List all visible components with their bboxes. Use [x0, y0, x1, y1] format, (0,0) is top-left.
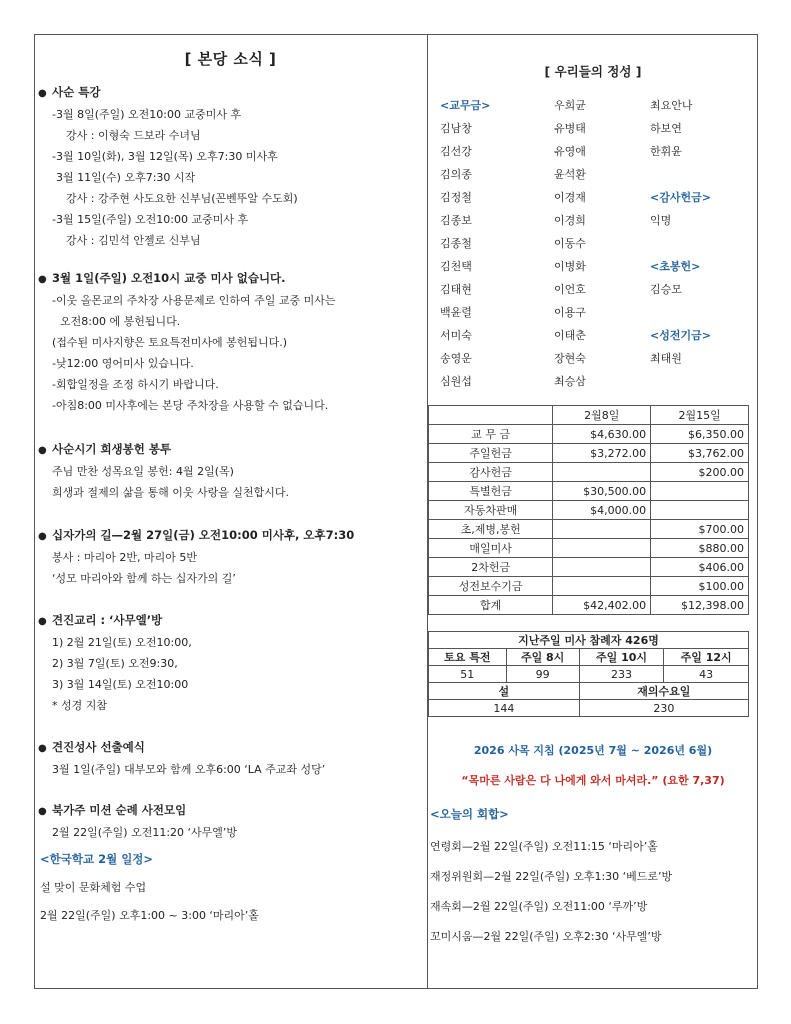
section-heading: 북가주 미션 순례 사전모임 [52, 803, 187, 817]
donor-name: 이동수 [554, 237, 586, 250]
finance-label: 합계 [429, 596, 553, 615]
finance-value-date-2 [651, 501, 749, 520]
section-line: 3월 11일(수) 오후7:30 시작 [56, 171, 196, 184]
donor-name: 김종보 [440, 214, 472, 227]
section-line: ‘성모 마리아와 함께 하는 십자가의 길’ [52, 572, 236, 585]
attendance-header: 설 [429, 683, 580, 700]
attendance-value: 51 [429, 666, 507, 683]
section-heading: 사순 특강 [52, 85, 101, 99]
meeting-item: 꼬미시움—2월 22일(주일) 오후2:30 ‘사무엘’방 [430, 930, 662, 943]
donor-name-row [428, 347, 758, 370]
donor-name: 백윤렬 [440, 306, 472, 319]
finance-value-date-1 [553, 520, 651, 539]
finance-value-date-1 [553, 539, 651, 558]
donor-name-row [428, 255, 758, 278]
section-no-mass-notice [38, 268, 423, 416]
section-line: -낮12:00 영어미사 있습니다. [52, 357, 194, 370]
donor-name: 김종철 [440, 237, 472, 250]
donor-name: 김천택 [440, 260, 472, 273]
donor-name: 유병태 [554, 122, 586, 135]
finance-value-date-1 [553, 577, 651, 596]
section-line: 봉사 : 마리아 2반, 마리아 5반 [52, 551, 197, 564]
donor-name: 윤석환 [554, 168, 586, 181]
donor-name-row [428, 278, 758, 301]
finance-row [429, 482, 749, 501]
finance-value-date-2: $100.00 [651, 577, 749, 596]
finance-value-date-1 [553, 558, 651, 577]
finance-header-blank [429, 406, 553, 425]
donor-name-row [428, 232, 758, 255]
attendance-header: 주일 10시 [579, 649, 664, 666]
korean-school-heading: <한국학교 2월 일정> [40, 852, 154, 866]
donor-name: 김정철 [440, 191, 472, 204]
section-line: 3월 1일(주일) 대부모와 함께 오후6:00 ‘LA 주교좌 성당’ [52, 763, 326, 776]
donor-name: 심원섭 [440, 375, 472, 388]
finance-row [429, 501, 749, 520]
section-line: 2월 22일(주일) 오후1:00 ~ 3:00 ‘마리아’홀 [40, 909, 259, 922]
bullet-icon: ● [38, 445, 47, 456]
attendance-value: 99 [506, 666, 579, 683]
finance-row [429, 463, 749, 482]
attendance-value: 233 [579, 666, 664, 683]
finance-col-date-1: 2월8일 [553, 406, 651, 425]
donor-name [650, 370, 758, 393]
section-heading: 견진교리 : ‘사무엘’방 [52, 613, 163, 627]
donor-name: 이언호 [554, 283, 586, 296]
meeting-item: 재정위원회—2월 22일(주일) 오후1:30 ‘베드로’방 [430, 870, 673, 883]
section-line: -이웃 올몬교의 주차장 사용문제로 인하여 주일 교중 미사는 [52, 294, 336, 307]
finance-row [429, 596, 749, 615]
bullet-icon: ● [38, 743, 47, 754]
bullet-icon: ● [38, 806, 47, 817]
bullet-icon: ● [38, 616, 47, 627]
donor-name: 이용구 [554, 306, 586, 319]
finance-label: 교 무 금 [429, 425, 553, 444]
donor-name [650, 301, 758, 324]
section-line: * 성경 지참 [52, 699, 107, 712]
donor-name: 김선강 [440, 145, 472, 158]
section-pilgrimage-meeting [38, 800, 423, 843]
section-sacrifice-envelope [38, 439, 423, 503]
section-line: -3월 15일(주일) 오전10:00 교중미사 후 [52, 213, 249, 226]
section-line: 1) 2월 21일(토) 오전10:00, [52, 636, 192, 649]
donor-name: 서미숙 [440, 329, 472, 342]
finance-label: 매일미사 [429, 539, 553, 558]
finance-label: 특별헌금 [429, 482, 553, 501]
donor-name: 이병화 [554, 260, 586, 273]
attendance-header: 주일 12시 [664, 649, 749, 666]
attendance-value: 144 [429, 700, 580, 717]
section-line: 주님 만찬 성목요일 봉헌: 4월 2일(목) [52, 465, 234, 478]
offering-category-label: <성전기금> [650, 329, 711, 342]
finance-label: 성전보수기금 [429, 577, 553, 596]
donor-name: 최태원 [650, 352, 682, 365]
section-line: -3월 8일(주일) 오전10:00 교중미사 후 [52, 108, 242, 121]
section-line: 설 맞이 문화체험 수업 [40, 881, 147, 894]
section-line: (접수된 미사지향은 토요특전미사에 봉헌됩니다.) [52, 336, 288, 349]
finance-col-date-2: 2월15일 [651, 406, 749, 425]
section-line: -회합일정을 조정 하시기 바랍니다. [52, 378, 219, 391]
donor-name-row [428, 301, 758, 324]
finance-label: 감사헌금 [429, 463, 553, 482]
attendance-header: 재의수요일 [579, 683, 748, 700]
offering-category-label: <초봉헌> [650, 260, 701, 273]
donor-name: 김태현 [440, 283, 472, 296]
section-line: 강사 : 김민석 안젤로 신부님 [66, 234, 201, 247]
section-lent-lecture [38, 82, 423, 251]
section-line: 오전8:00 에 봉헌됩니다. [60, 315, 181, 328]
donor-name-row [428, 209, 758, 232]
donor-name [650, 232, 758, 255]
attendance-header: 토요 특전 [429, 649, 507, 666]
donor-name: 이경재 [554, 191, 586, 204]
finance-value-date-2: $3,762.00 [651, 444, 749, 463]
donor-name: 장현숙 [554, 352, 586, 365]
section-heading: 3월 1일(주일) 오전10시 교중 미사 없습니다. [52, 271, 286, 285]
donor-name: 김승모 [650, 283, 682, 296]
donor-name: 이경희 [554, 214, 586, 227]
bullet-icon: ● [38, 88, 47, 99]
pastoral-guideline-title: 2026 사목 지침 (2025년 7월 ~ 2026년 6월) [473, 744, 713, 757]
pastoral-guideline-quote: “목마른 사람은 다 나에게 와서 마셔라.” (요한 7,37) [461, 774, 725, 787]
finance-value-date-1: $4,630.00 [553, 425, 651, 444]
section-line: -아침8:00 미사후에는 본당 주차장을 사용할 수 없습니다. [52, 399, 329, 412]
donor-name: 하보연 [650, 122, 682, 135]
finance-value-date-1: $42,402.00 [553, 596, 651, 615]
finance-value-date-2: $6,350.00 [651, 425, 749, 444]
donor-name-row [428, 140, 758, 163]
finance-header-row [429, 406, 749, 425]
finance-value-date-2: $880.00 [651, 539, 749, 558]
finance-row [429, 425, 749, 444]
section-line: 강사 : 이형숙 드보라 수녀님 [66, 129, 201, 142]
donor-name: 유영애 [554, 145, 586, 158]
finance-label: 2차헌금 [429, 558, 553, 577]
finance-value-date-2 [651, 482, 749, 501]
meeting-item: 재속회—2월 22일(주일) 오전11:00 ‘루까’방 [430, 900, 648, 913]
attendance-table [428, 631, 749, 717]
section-heading: 견진성사 선출예식 [52, 740, 145, 754]
donor-name [650, 163, 758, 186]
meeting-item: 연령회—2월 22일(주일) 오전11:15 ‘마리아’홀 [430, 840, 658, 853]
bullet-icon: ● [38, 531, 47, 542]
finance-row [429, 539, 749, 558]
donor-name: 최요안나 [650, 99, 693, 112]
donor-name: 김의종 [440, 168, 472, 181]
donor-names-list [428, 94, 758, 393]
finance-row [429, 444, 749, 463]
donor-name-row [428, 94, 758, 117]
section-line: 희생과 절제의 삶을 통해 이웃 사랑을 실천합시다. [52, 486, 289, 499]
donor-name: 우희균 [554, 99, 586, 112]
parish-news-title: [ 본당 소식 ] [184, 50, 277, 68]
finance-label: 초,제병,봉헌 [429, 520, 553, 539]
finance-value-date-1: $3,272.00 [553, 444, 651, 463]
donor-name-row [428, 324, 758, 347]
section-line: -3월 10일(화), 3월 12일(목) 오후7:30 미사후 [52, 150, 278, 163]
section-stations-of-cross [38, 525, 423, 589]
section-line: 2월 22일(주일) 오전11:20 ‘사무엘’방 [52, 826, 238, 839]
attendance-value: 43 [664, 666, 749, 683]
finance-label: 자동차판매 [429, 501, 553, 520]
section-line: 강사 : 강주현 사도요한 신부님(꼰벤뚜알 수도회) [66, 192, 298, 205]
donor-name-row [428, 117, 758, 140]
donor-name-row [428, 186, 758, 209]
finance-value-date-2: $200.00 [651, 463, 749, 482]
section-heading: 사순시기 희생봉헌 봉투 [52, 442, 172, 456]
finance-label: 주일헌금 [429, 444, 553, 463]
bullet-icon: ● [38, 274, 47, 285]
donor-name: 김남창 [440, 122, 472, 135]
finance-row [429, 577, 749, 596]
donor-name: 최승삼 [554, 375, 586, 388]
attendance-header: 주일 8시 [506, 649, 579, 666]
section-confirmation-class [38, 610, 423, 716]
donor-name-row [428, 163, 758, 186]
section-line: 2) 3월 7일(토) 오전9:30, [52, 657, 178, 670]
offerings-title: [ 우리들의 정성 ] [544, 64, 642, 79]
donor-name: 이태춘 [554, 329, 586, 342]
section-election-rite [38, 737, 423, 780]
donor-name: 송영운 [440, 352, 472, 365]
parish-news-column [38, 44, 423, 922]
offerings-column [428, 34, 758, 989]
attendance-value: 230 [579, 700, 748, 717]
finance-value-date-2: $406.00 [651, 558, 749, 577]
finance-value-date-2: $700.00 [651, 520, 749, 539]
finance-value-date-1: $4,000.00 [553, 501, 651, 520]
section-line: 3) 3월 14일(토) 오전10:00 [52, 678, 189, 691]
finance-value-date-1 [553, 463, 651, 482]
donor-name: 한휘윤 [650, 145, 682, 158]
offering-category-label: <교무금> [440, 99, 491, 112]
donor-name-row [428, 370, 758, 393]
offering-category-label: <감사헌금> [650, 191, 711, 204]
donor-name: 익명 [650, 214, 672, 227]
finance-table [428, 405, 749, 615]
section-heading: 십자가의 길—2월 27일(금) 오전10:00 미사후, 오후7:30 [52, 528, 355, 542]
finance-value-date-2: $12,398.00 [651, 596, 749, 615]
section-korean-school [38, 849, 423, 926]
attendance-title: 지난주일 미사 참례자 426명 [429, 632, 749, 649]
finance-row [429, 558, 749, 577]
meetings-heading: <오늘의 회합> [430, 807, 509, 821]
finance-value-date-1: $30,500.00 [553, 482, 651, 501]
finance-row [429, 520, 749, 539]
